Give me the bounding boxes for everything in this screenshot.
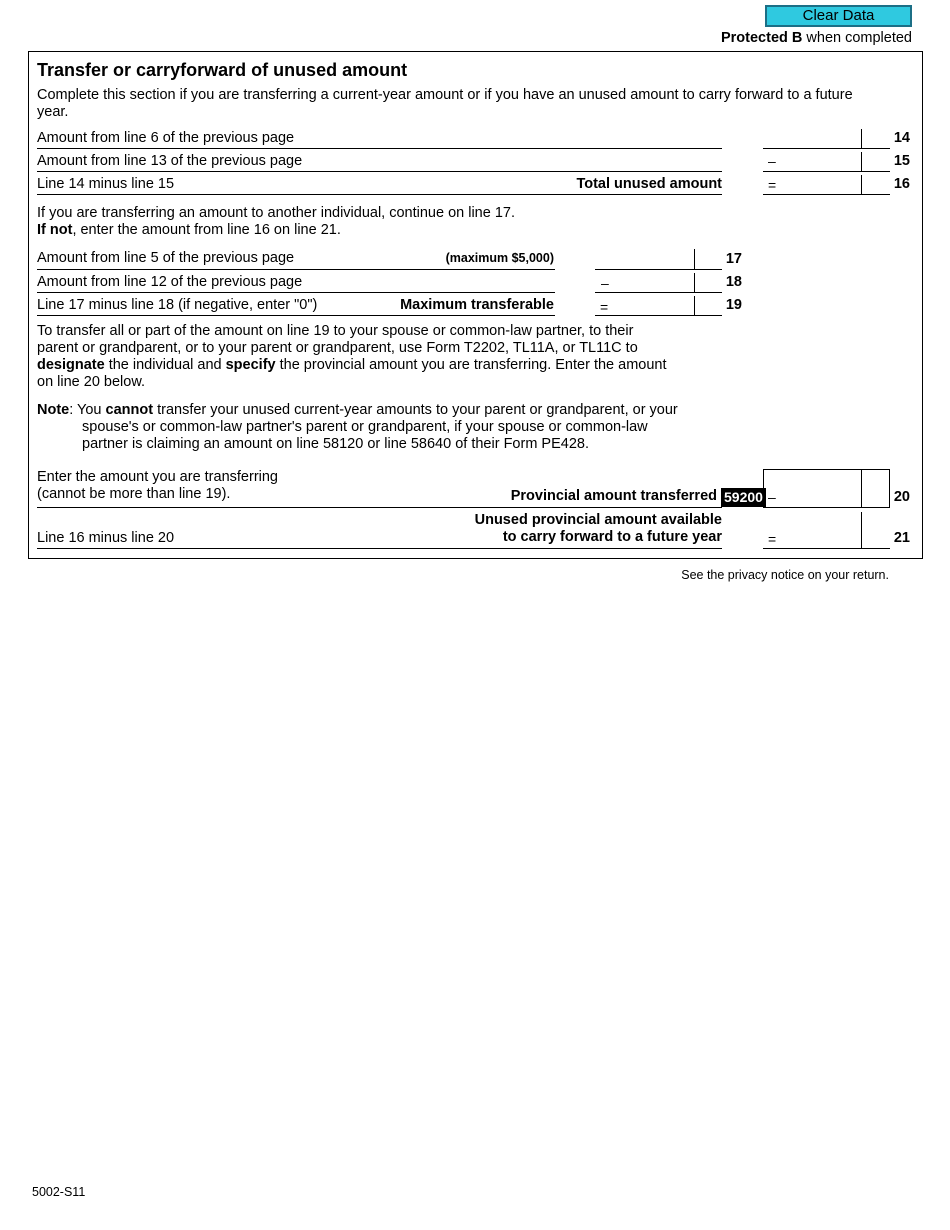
section-intro: Complete this section if you are transferring a current-year amount or if you have an unused amount to carry forward to a future year. xyxy=(37,87,853,120)
if-not-bold: If not xyxy=(37,222,73,238)
line-20-label-1: Enter the amount you are transferring xyxy=(37,469,278,485)
line-16-label: Line 14 minus line 15 xyxy=(37,176,175,192)
line-16-amount-input[interactable] xyxy=(780,175,861,195)
line-19-equals: = xyxy=(600,299,609,315)
line-14-input-rule xyxy=(763,148,890,149)
note-1a: : You xyxy=(69,402,106,418)
specify-bold: specify xyxy=(225,357,276,373)
designate-mid: the individual and xyxy=(104,357,226,373)
section-title: Transfer or carryforward of unused amount xyxy=(37,60,408,80)
note-label: Note xyxy=(37,402,70,418)
privacy-notice: See the privacy notice on your return. xyxy=(681,568,889,582)
line-18-minus: – xyxy=(601,275,609,291)
designate-line-3 xyxy=(37,357,887,374)
transfer-intro-line-2 xyxy=(37,222,887,239)
line-19-rule xyxy=(37,315,555,316)
line-17-cents-divider xyxy=(694,249,695,269)
form-code: 5002-S11 xyxy=(32,1185,86,1199)
line-18-number: 18 xyxy=(725,274,742,290)
line-19-input-rule xyxy=(595,315,722,316)
designate-line-1: To transfer all or part of the amount on line 19 to your spouse or common-law partner, to their xyxy=(37,323,634,339)
line-21-input-rule xyxy=(763,548,890,549)
line-20-rule xyxy=(37,507,722,508)
line-19-label: Line 17 minus line 18 (if negative, enter "0") xyxy=(37,297,318,313)
line-59200-code: 59200 xyxy=(721,488,766,507)
line-16-cents-divider xyxy=(861,175,862,195)
line-16-equals: = xyxy=(768,177,777,193)
note-1c: transfer your unused current-year amounts to your parent or grandparent, or your xyxy=(153,402,678,418)
line-18-rule xyxy=(37,292,555,293)
line-21-cents-divider xyxy=(861,512,862,549)
line-19-amount-input[interactable] xyxy=(612,296,694,316)
line-17-number: 17 xyxy=(725,251,742,267)
line-15-number: 15 xyxy=(893,153,910,169)
line-19-cents-divider xyxy=(694,296,695,316)
note-line-2: spouse's or common-law partner's parent or grandparent, if your spouse or common-law xyxy=(82,419,648,435)
maximum-5000-label: (maximum $5,000) xyxy=(445,251,554,265)
protected-b-notice xyxy=(721,30,912,46)
designate-line-2: parent or grandparent, or to your parent or grandparent, use Form T2202, TL11A, or TL11C to xyxy=(37,340,638,356)
line-15-label: Amount from line 13 of the previous page xyxy=(37,153,303,169)
transfer-intro xyxy=(37,205,887,239)
transfer-intro-line-1: If you are transferring an amount to another individual, continue on line 17. xyxy=(37,205,515,221)
line-18-cents-divider xyxy=(694,273,695,293)
when-completed-text: when completed xyxy=(802,30,912,46)
line-18-amount-input[interactable] xyxy=(612,273,694,293)
clear-data-button[interactable]: Clear Data xyxy=(765,5,912,27)
line-15-minus: – xyxy=(768,153,776,169)
line-14-rule xyxy=(37,148,722,149)
line-19-number: 19 xyxy=(725,297,742,313)
cannot-bold: cannot xyxy=(105,402,154,418)
unused-provincial-line-2: to carry forward to a future year xyxy=(502,529,722,545)
line-17-amount-input[interactable] xyxy=(595,249,694,269)
provincial-amount-transferred-label: Provincial amount transferred xyxy=(510,488,717,504)
line-16-number: 16 xyxy=(893,176,910,192)
total-unused-amount-label: Total unused amount xyxy=(576,176,722,192)
line-20-minus: – xyxy=(768,489,776,505)
line-18-input-rule xyxy=(595,292,722,293)
line-20-label xyxy=(37,469,278,503)
line-14-label: Amount from line 6 of the previous page xyxy=(37,130,295,146)
line-14-number: 14 xyxy=(893,130,910,146)
maximum-transferable-label: Maximum transferable xyxy=(400,297,554,313)
line-16-input-rule xyxy=(763,194,890,195)
designate-line-4: on line 20 below. xyxy=(37,374,146,390)
transfer-intro-line-2-rest: , enter the amount from line 16 on line 21. xyxy=(72,222,341,238)
line-15-rule xyxy=(37,171,722,172)
line-17-rule xyxy=(37,269,555,270)
line-21-amount-input[interactable] xyxy=(780,529,861,549)
line-20-amount-input[interactable] xyxy=(780,470,861,507)
note-line-1 xyxy=(37,402,887,419)
line-17-label: Amount from line 5 of the previous page xyxy=(37,250,295,266)
line-21-rule xyxy=(37,548,722,549)
line-20-number: 20 xyxy=(893,489,910,505)
designate-rest: the provincial amount you are transferring. Enter the amount xyxy=(275,357,667,373)
line-15-cents-divider xyxy=(861,152,862,172)
unused-provincial-line-1: Unused provincial amount available xyxy=(474,512,722,528)
line-16-rule xyxy=(37,194,722,195)
line-21-equals: = xyxy=(768,531,777,547)
line-14-amount-input[interactable] xyxy=(763,129,861,149)
line-20-label-2: (cannot be more than line 19). xyxy=(37,486,231,502)
line-14-cents-divider xyxy=(861,129,862,149)
note-paragraph xyxy=(37,402,887,453)
line-21-number: 21 xyxy=(893,530,910,546)
note-line-3: partner is claiming an amount on line 58120 or line 58640 of their Form PE428. xyxy=(82,436,589,452)
line-20-cents-divider xyxy=(861,469,862,508)
line-18-label: Amount from line 12 of the previous page xyxy=(37,274,303,290)
designate-bold: designate xyxy=(37,357,105,373)
protected-b-label: Protected B xyxy=(720,30,803,46)
line-17-input-rule xyxy=(595,269,722,270)
designate-paragraph xyxy=(37,323,887,391)
unused-provincial-amount-label xyxy=(475,512,722,546)
line-15-input-rule xyxy=(763,171,890,172)
line-21-label: Line 16 minus line 20 xyxy=(37,530,175,546)
line-15-amount-input[interactable] xyxy=(780,152,861,172)
